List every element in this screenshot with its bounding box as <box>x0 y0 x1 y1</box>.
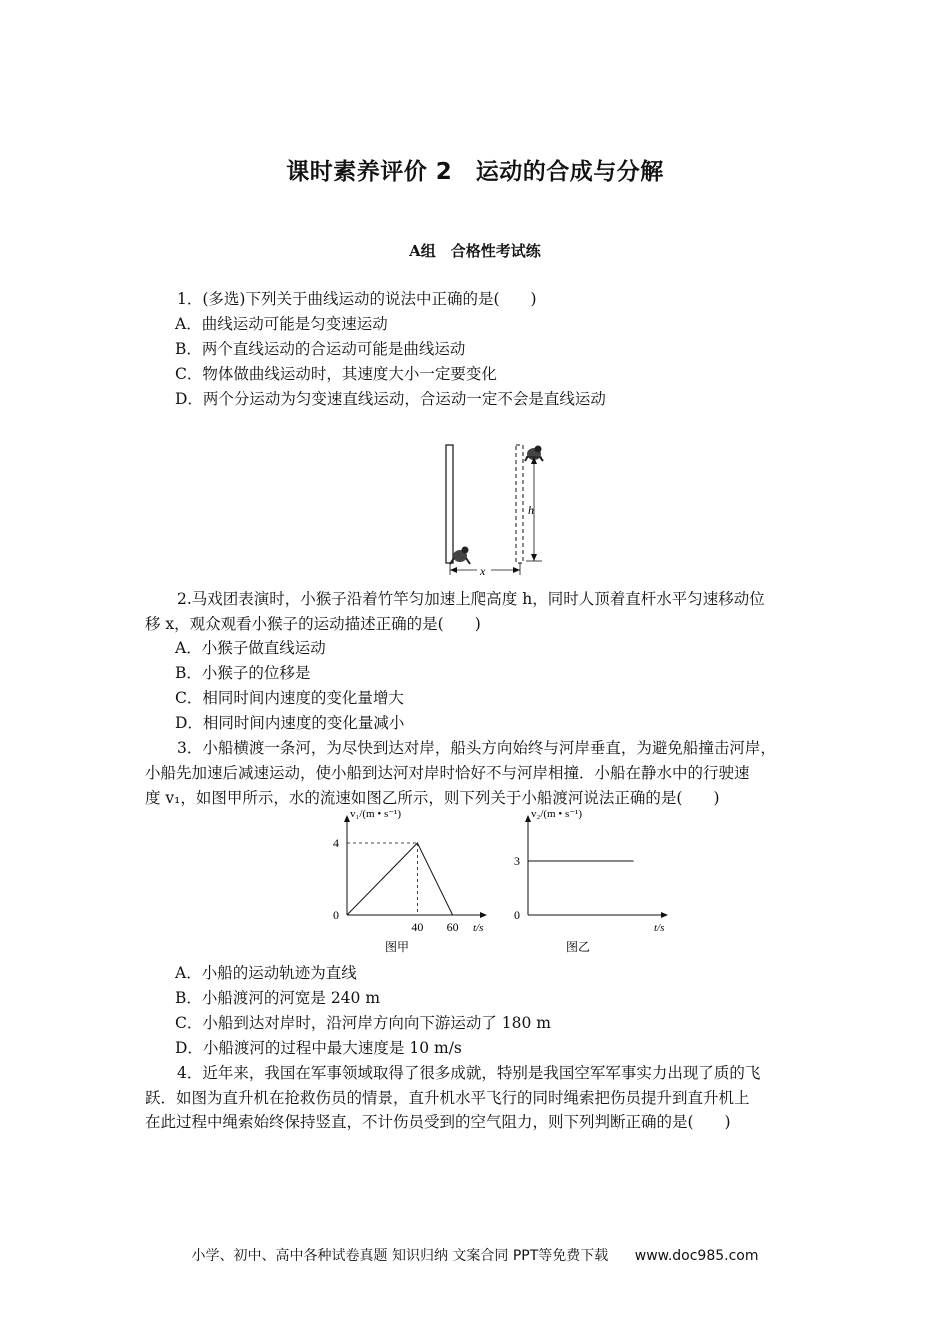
q2-option-b: B．小猴子的位移是 <box>175 664 311 682</box>
q2-stem-line2: 移 x，观众观看小猴子的运动描述正确的是( ) <box>145 615 481 633</box>
q4-stem-line2: 跃．如图为直升机在抢救伤员的情景，直升机水平飞行的同时绳索把伤员提升到直升机上 <box>145 1089 750 1107</box>
chart2-xlabel: t/s <box>654 922 665 934</box>
chart2-caption: 图乙 <box>565 940 591 954</box>
chart1-xtick-60: 60 <box>446 920 459 934</box>
q1-option-b: B．两个直线运动的合运动可能是曲线运动 <box>175 340 466 358</box>
monkey-pole-figure <box>430 440 560 580</box>
q1-stem: 1．(多选)下列关于曲线运动的说法中正确的是( ) <box>177 290 537 308</box>
label-h: h <box>528 503 534 517</box>
pole-left <box>446 445 453 563</box>
q4-stem-line1: 4．近年来，我国在军事领域取得了很多成就，特别是我国空军军事实力出现了质的飞 <box>177 1064 761 1082</box>
h-arrow-down <box>531 554 537 561</box>
chart1-x-arrow <box>480 912 487 918</box>
chart2-ylabel: v₂/(m • s⁻¹) <box>531 810 583 820</box>
page-title: 课时素养评价 2 运动的合成与分解 <box>286 159 664 185</box>
x-arrow-right <box>513 567 520 573</box>
chart2-ytick-value: 3 <box>514 854 520 868</box>
q3-stem-line1: 3．小船横渡一条河，为尽快到达对岸，船头方向始终与河岸垂直，为避免船撞击河岸， <box>177 739 776 757</box>
chart1-xlabel: t/s <box>473 922 484 934</box>
q1-option-a: A．曲线运动可能是匀变速运动 <box>175 315 388 333</box>
q3-option-b: B．小船渡河的河宽是 240 m <box>175 989 381 1007</box>
page-footer <box>0 1245 950 1265</box>
q3-stem-line3: 度 v₁，如图甲所示，水的流速如图乙所示，则下列关于小船渡河说法正确的是( ) <box>145 789 720 807</box>
q1-option-d: D．两个分运动为匀变速直线运动，合运动一定不会是直线运动 <box>175 390 606 408</box>
label-x: x <box>480 564 486 578</box>
q3-option-c: C．小船到达对岸时，沿河岸方向向下游运动了 180 m <box>175 1014 551 1032</box>
pole-right-dashed <box>516 445 523 563</box>
q3-option-a: A．小船的运动轨迹为直线 <box>175 964 357 982</box>
chart1-ylabel: v₁/(m • s⁻¹) <box>350 810 402 820</box>
chart1-caption: 图甲 <box>384 940 410 954</box>
q1-option-c: C．物体做曲线运动时，其速度大小一定要变化 <box>175 365 497 383</box>
q2-option-c: C．相同时间内速度的变化量增大 <box>175 689 404 707</box>
chart2-ytick-0: 0 <box>514 908 520 922</box>
footer-website-link[interactable]: www.doc985.com <box>634 1248 759 1264</box>
q2-option-a: A．小猴子做直线运动 <box>175 639 326 657</box>
q3-option-d: D．小船渡河的过程中最大速度是 10 m/s <box>175 1039 462 1057</box>
chart1-ytick-peak: 4 <box>333 836 339 850</box>
q2-option-d: D．相同时间内速度的变化量减小 <box>175 714 405 732</box>
chart2-x-arrow <box>661 912 668 918</box>
velocity-charts <box>320 810 670 960</box>
x-arrow-left <box>450 567 457 573</box>
q3-stem-line2: 小船先加速后减速运动，使小船到达河对岸时恰好不与河岸相撞．小船在静水中的行驶速 <box>145 764 750 782</box>
q2-stem-line1: 2.马戏团表演时，小猴子沿着竹竿匀加速上爬高度 h，同时人顶着直杆水平匀速移动位 <box>177 590 765 608</box>
chart1-xtick-40: 40 <box>411 920 424 934</box>
chart1-series-line <box>347 843 453 915</box>
section-heading: A组 合格性考试练 <box>409 242 541 260</box>
chart1-ytick-0: 0 <box>333 908 339 922</box>
q4-stem-line3: 在此过程中绳索始终保持竖直，不计伤员受到的空气阻力，则下列判断正确的是( ) <box>145 1113 731 1131</box>
footer-text: 小学、初中、高中各种试卷真题 知识归纳 文案合同 PPT等免费下载 <box>191 1248 609 1264</box>
